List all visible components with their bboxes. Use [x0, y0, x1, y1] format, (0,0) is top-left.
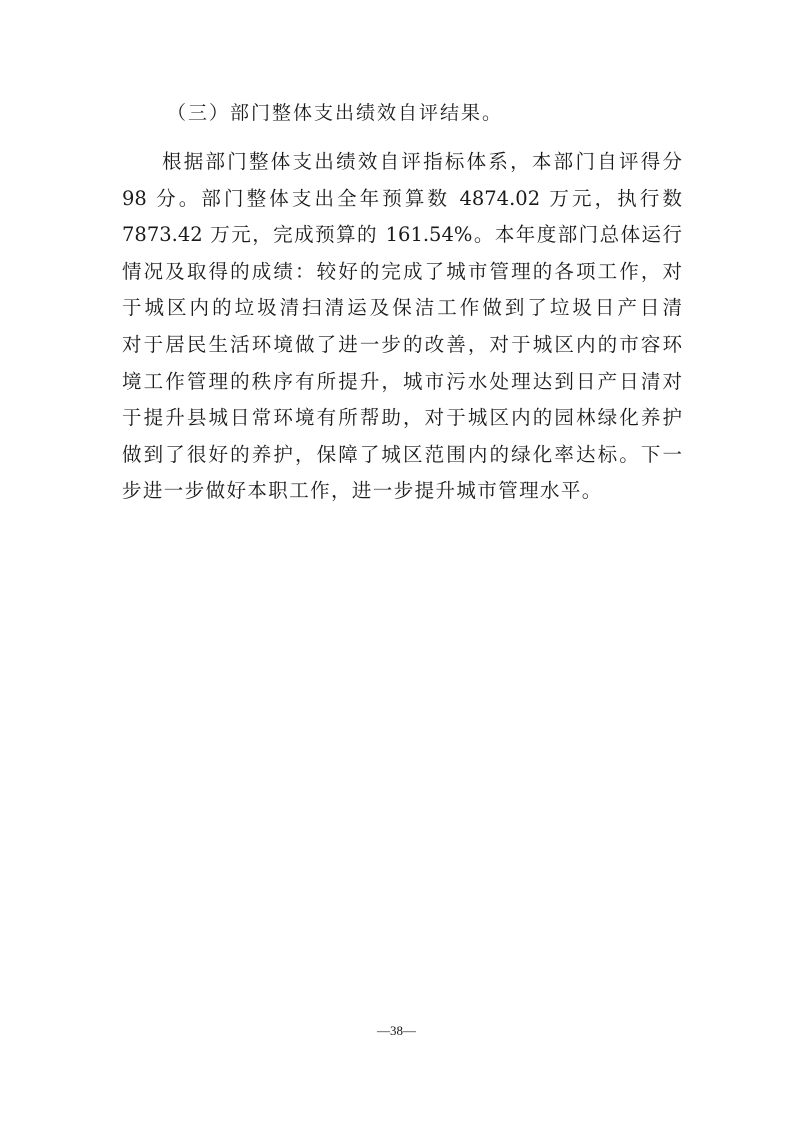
section-heading: （三）部门整体支出绩效自评结果。	[167, 102, 504, 124]
page-number: —38—	[377, 1023, 416, 1038]
paragraph-line: 步进一步做好本职工作，进一步提升城市管理水平。	[122, 479, 603, 503]
paragraph-line: 7873.42 万元，完成预算的 161.54%。本年度部门总体运行	[122, 223, 682, 247]
paragraph-line: 境工作管理的秩序有所提升，城市污水处理达到日产日清对	[122, 369, 682, 393]
paragraph-line: 于城区内的垃圾清扫清运及保洁工作做到了垃圾日产日清	[122, 296, 682, 320]
paragraph-line: 情况及取得的成绩：较好的完成了城市管理的各项工作，对	[122, 259, 682, 283]
paragraph-line: 对于居民生活环境做了进一步的改善，对于城区内的市容环	[122, 332, 682, 356]
body-paragraph	[122, 144, 682, 510]
paragraph-line: 98 分。部门整体支出全年预算数 4874.02 万元，执行数	[122, 186, 682, 210]
paragraph-line: 根据部门整体支出绩效自评指标体系，本部门自评得分	[162, 150, 682, 173]
paragraph-line: 于提升县城日常环境有所帮助，对于城区内的园林绿化养护	[122, 406, 682, 430]
paragraph-line: 做到了很好的养护，保障了城区范围内的绿化率达标。下一	[122, 442, 682, 466]
